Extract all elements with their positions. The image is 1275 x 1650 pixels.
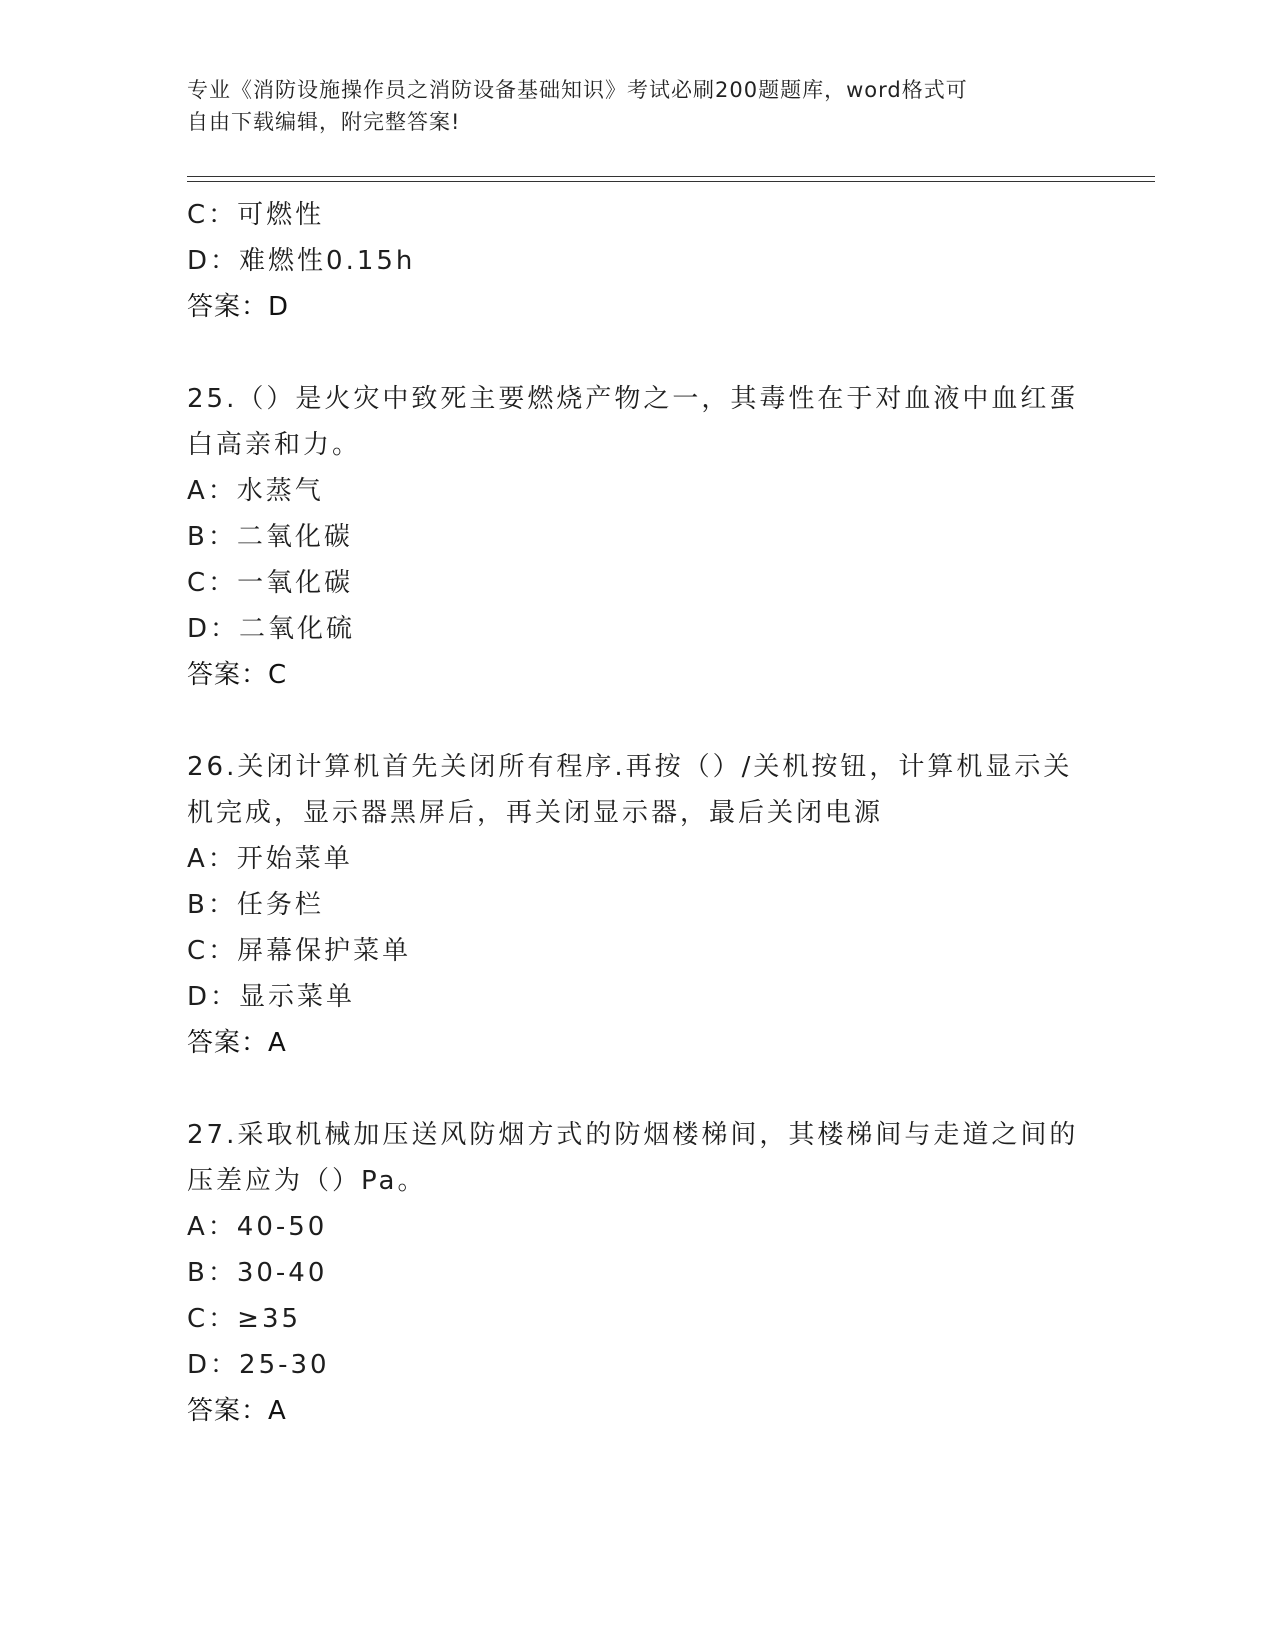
question-content [187,192,1087,1434]
option-c: C：一氧化碳 [187,568,354,598]
option-b: B：30-40 [187,1258,328,1288]
spacer [187,1066,1087,1112]
header-divider-bottom [187,181,1155,182]
question-25 [187,376,1087,698]
option-d: D：25-30 [187,1350,330,1380]
question-stem-line: 压差应为（）Pa。 [187,1166,427,1196]
option-c: C：≥35 [187,1304,302,1334]
option-b: B：二氧化碳 [187,522,353,552]
option-a: A：开始菜单 [187,844,353,874]
answer-line: 答案：A [187,1028,287,1058]
question-stem-line: 25.（）是火灾中致死主要燃烧产物之一，其毒性在于对血液中血红蛋 [187,384,1079,414]
question-stem-line: 白高亲和力。 [187,430,362,460]
page-header [187,74,1067,138]
option-b: B：任务栏 [187,890,324,920]
option-c: C：屏幕保护菜单 [187,936,412,966]
header-line-1: 专业《消防设施操作员之消防设备基础知识》考试必刷200题题库，word格式可 [187,78,968,102]
option-a: A：水蒸气 [187,476,324,506]
option-c: C：可燃性 [187,200,325,230]
answer-line: 答案：A [187,1396,287,1426]
spacer [187,330,1087,376]
option-a: A：40-50 [187,1212,328,1242]
option-d: D：显示菜单 [187,982,356,1012]
question-stem-line: 27.采取机械加压送风防烟方式的防烟楼梯间，其楼梯间与走道之间的 [187,1120,1079,1150]
previous-question-tail [187,192,1087,330]
spacer [187,698,1087,744]
question-stem-line: 26.关闭计算机首先关闭所有程序.再按（）/关机按钮，计算机显示关 [187,752,1073,782]
header-divider-top [187,176,1155,177]
option-d: D：二氧化硫 [187,614,356,644]
question-26 [187,744,1087,1066]
answer-line: 答案：C [187,660,288,690]
option-d: D：难燃性0.15h [187,246,416,276]
question-stem-line: 机完成，显示器黑屏后，再关闭显示器，最后关闭电源 [187,798,884,828]
question-27 [187,1112,1087,1434]
answer-line: 答案：D [187,292,290,322]
header-line-2: 自由下载编辑，附完整答案! [187,110,461,134]
